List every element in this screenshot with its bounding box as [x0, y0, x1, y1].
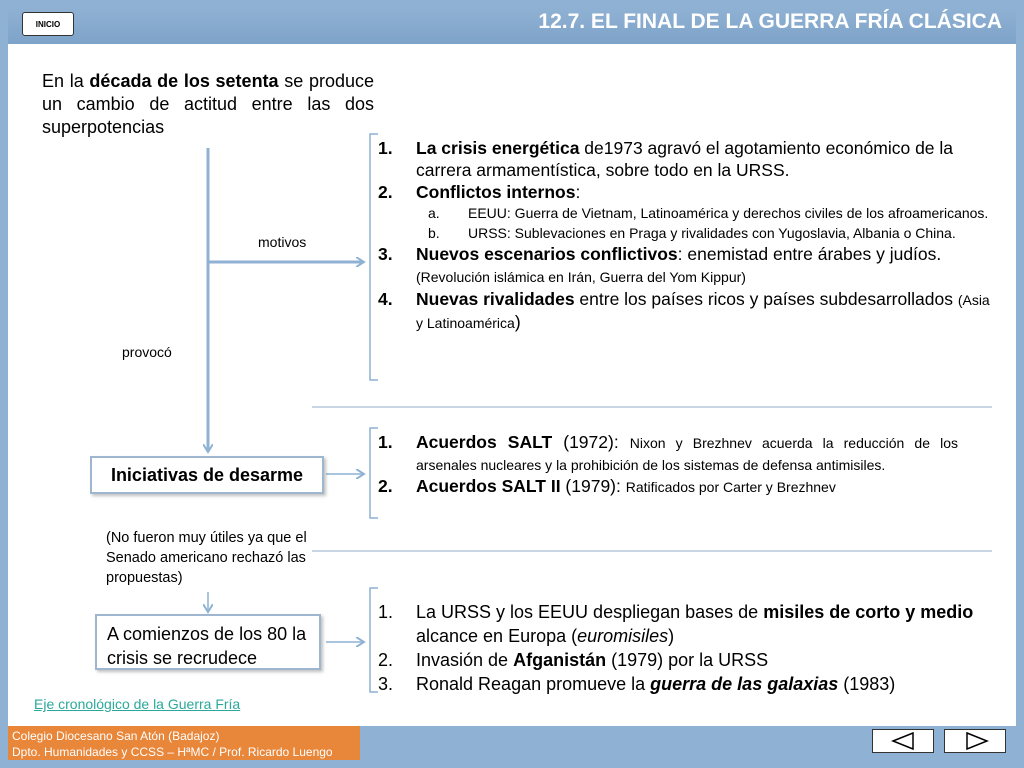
sub-list-item: a. EEUU: Guerra de Vietnam, Latinoamérica y derechos civiles de los afroamericanos.	[428, 205, 989, 221]
right-frame	[1016, 0, 1024, 768]
desarme-bracket	[370, 428, 378, 518]
ochenta-box: A comienzos de los 80 la crisis se recrudece	[95, 614, 321, 670]
senate-note: (No fueron muy útiles ya que el Senado americano rechazó las propuestas)	[106, 530, 307, 586]
motivos-bracket	[370, 134, 378, 380]
page-title: 12.7. EL FINAL DE LA GUERRA FRÍA CLÁSICA	[538, 10, 1002, 33]
provoco-label: provocó	[122, 344, 172, 360]
list-item: 4. Nuevas rivalidades entre los países ricos y países subdesarrollados (Asia y Latinoamérica)	[378, 289, 990, 332]
footer-line-1: Colegio Diocesano San Atón (Badajoz)	[12, 729, 220, 743]
motivos-label: motivos	[258, 234, 307, 250]
sub-list-item: b. URSS: Sublevaciones en Praga y rivalidades con Yugoslavia, Albania o China.	[428, 225, 956, 241]
list-item: 3. Nuevos escenarios conflictivos: enemistad entre árabes y judíos. (Revolución islámica en Irán, Guerra del Yom Kippur)	[378, 244, 942, 285]
next-button[interactable]	[944, 729, 1006, 753]
footer-line-2: Dpto. Humanidades y CCSS – HªMC / Prof. Ricardo Luengo	[12, 745, 333, 759]
home-button[interactable]: INICIO	[22, 12, 74, 36]
list-item: 1. La crisis energética de1973 agravó el agotamiento económico de la carrera armamentística, sobre todo en la URSS.	[378, 138, 954, 180]
motivos-list	[378, 137, 998, 334]
footer-credits	[8, 726, 360, 760]
triangle-right-icon	[945, 730, 1005, 752]
ochenta-bracket	[370, 588, 378, 692]
desarme-list	[378, 432, 958, 498]
divider-2	[312, 550, 992, 552]
prev-button[interactable]	[872, 729, 934, 753]
bottom-frame	[0, 760, 1024, 768]
desarme-box: Iniciativas de desarme	[90, 456, 324, 494]
list-item: 2. Conflictos internos:	[378, 182, 581, 202]
list-item: 2. Acuerdos SALT II (1979): Ratificados por Carter y Brezhnev	[378, 476, 836, 496]
list-item: 2. Invasión de Afganistán (1979) por la URSS	[378, 650, 769, 670]
timeline-link[interactable]: Eje cronológico de la Guerra Fría	[34, 696, 241, 712]
intro-text: En la década de los setenta se produce un cambio de actitud entre las dos superpotencias	[42, 71, 375, 137]
divider-1	[312, 406, 992, 408]
list-item: 1. Acuerdos SALT (1972): Nixon y Brezhnev acuerda la reducción de los arsenales nucleares y la prohibición de los sistemas de defensa antimisiles.	[378, 432, 958, 473]
ochenta-list	[378, 600, 978, 696]
list-item: 1. La URSS y los EEUU despliegan bases de misiles de corto y medio alcance en Europa (euromisiles)	[378, 602, 974, 646]
top-frame	[0, 0, 1024, 8]
list-item: 3. Ronald Reagan promueve la guerra de las galaxias (1983)	[378, 674, 896, 694]
left-frame	[0, 0, 8, 768]
triangle-left-icon	[873, 730, 933, 752]
